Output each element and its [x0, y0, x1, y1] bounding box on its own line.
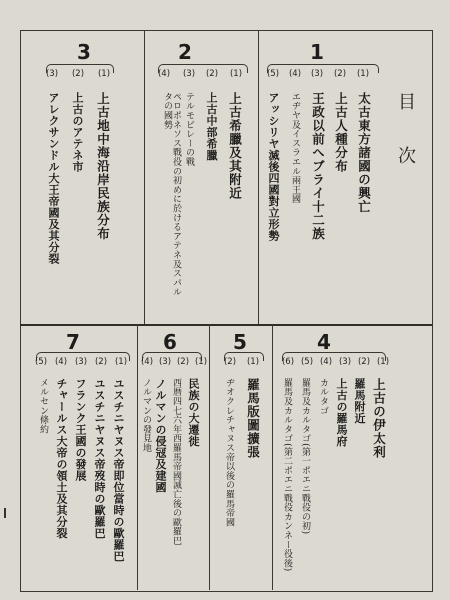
- toc-entry: 羅馬及カルタゴ(第一ポエニ戰役の初): [300, 378, 310, 535]
- section-2-mark: (2): [205, 69, 219, 79]
- toc-entry: 上古希臘及其附近: [227, 92, 243, 200]
- toc-entry: フランク王國の發展: [74, 378, 87, 482]
- section-1-mark: (1): [356, 69, 370, 79]
- section-1-mark: (4): [288, 69, 302, 79]
- section-2-mark: (4): [157, 69, 171, 79]
- section-4-mark: (1): [376, 357, 390, 367]
- toc-entry: 上古人種分布: [333, 92, 349, 173]
- toc-entry: チャールス大帝の領土及其分裂: [55, 378, 68, 539]
- column-rule: [144, 30, 145, 324]
- section-3-mark: (3): [45, 69, 59, 79]
- toc-entry: 羅馬及カルタゴ(第二ポエニ戰役カンネー役後): [282, 378, 292, 572]
- page-edge-mark: [4, 508, 6, 518]
- section-divider: [20, 324, 433, 326]
- toc-entry: テルモピレーの戰: [184, 92, 194, 167]
- toc-entry: 西暦四七六年西羅馬帝國滅亡後の歐羅巴: [171, 378, 181, 546]
- section-4-mark: (6): [281, 357, 295, 367]
- column-rule: [258, 30, 259, 324]
- toc-entry: 上古の伊太利: [371, 378, 387, 459]
- toc-entry: 羅馬附近: [353, 378, 366, 424]
- section-4-mark: (5): [300, 357, 314, 367]
- toc-entry: アッシリヤ滅後四國對立形勢: [267, 92, 280, 242]
- section-3-mark: (2): [71, 69, 85, 79]
- column-rule: [272, 324, 273, 590]
- toc-entry: アレクサンドル大王帝國及其分裂: [47, 92, 60, 265]
- section-1-mark: (3): [310, 69, 324, 79]
- section-5-mark: (2): [223, 357, 237, 367]
- section-1-mark: (5): [266, 69, 280, 79]
- toc-entry: ペロポネソス戰役の初めに於けるアテネ及スパルタの國勢: [162, 92, 181, 297]
- section-1-number: 1: [310, 40, 324, 64]
- section-6-mark: (3): [158, 357, 172, 367]
- section-7-mark: (1): [114, 357, 128, 367]
- toc-entry: ノルマンの發見地: [141, 378, 151, 453]
- toc-entry: カルタゴ: [318, 378, 328, 416]
- section-5-mark: (1): [246, 357, 260, 367]
- section-4-mark: (2): [357, 357, 371, 367]
- section-6-mark: (4): [140, 357, 154, 367]
- section-1-mark: (2): [333, 69, 347, 79]
- toc-entry: ユスチニヤヌス帝歿時の歐羅巴: [93, 378, 106, 539]
- toc-entry: 上古のアテネ市: [71, 92, 84, 173]
- section-7-mark: (3): [74, 357, 88, 367]
- section-6-mark: (1): [194, 357, 208, 367]
- toc-entry: 羅馬版圖擴張: [245, 378, 261, 459]
- section-5-number: 5: [233, 330, 247, 354]
- section-2-mark: (3): [182, 69, 196, 79]
- section-7-mark: (5): [34, 357, 48, 367]
- page-title: 目次: [395, 92, 416, 200]
- section-4-number: 4: [317, 330, 331, 354]
- section-7-mark: (4): [54, 357, 68, 367]
- section-7-number: 7: [66, 330, 80, 354]
- section-4-mark: (3): [338, 357, 352, 367]
- toc-entry: メルセン條約: [38, 378, 48, 434]
- section-7-mark: (2): [94, 357, 108, 367]
- toc-entry: 王政以前へブライ十二族: [310, 92, 326, 241]
- toc-entry: エヂヤ及イスラエル兩王國: [290, 92, 300, 204]
- toc-entry: 民族の大遷徙: [187, 378, 200, 447]
- toc-entry: 上古の羅馬府: [335, 378, 348, 447]
- section-2-number: 2: [178, 40, 192, 64]
- toc-entry: 太古東方諸國の興亡: [356, 92, 372, 214]
- section-3-number: 3: [77, 40, 91, 64]
- section-2-mark: (1): [229, 69, 243, 79]
- section-6-mark: (2): [176, 357, 190, 367]
- toc-entry: ヂオクレチャヌス帝以後の羅馬帝國: [224, 378, 234, 527]
- section-3-mark: (1): [97, 69, 111, 79]
- section-4-mark: (4): [319, 357, 333, 367]
- toc-entry: ユスチニヤヌス帝即位當時の歐羅巴: [112, 378, 125, 562]
- toc-entry: 上古中部希臘: [205, 92, 218, 161]
- section-6-number: 6: [163, 330, 177, 354]
- toc-entry: ノルマンの侵冦及建國: [154, 378, 167, 493]
- toc-entry: 上古地中海沿岸民族分布: [95, 92, 111, 241]
